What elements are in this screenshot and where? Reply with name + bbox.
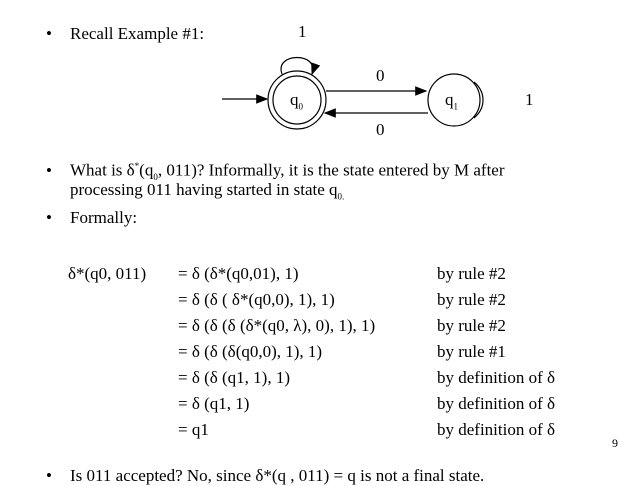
derivation-rule-7: by definition of δ (437, 420, 556, 439)
label-edge-q0-q1: 0 (376, 66, 385, 85)
bullet-accepted-partial: • Is 011 accepted? No, since δ*(q , 011) = q is not a final state. (46, 466, 485, 485)
derivation-rule-4: by rule #1 (437, 342, 506, 361)
label-loop-q1: 1 (525, 90, 534, 109)
bullet-marker: • (46, 24, 52, 43)
label-edge-q1-q0: 0 (376, 120, 385, 139)
bullet-formally: • Formally: (46, 208, 138, 227)
bullet-marker: • (46, 208, 52, 227)
bullet-marker: • (46, 160, 52, 180)
state-q0-label: $q_0$ (290, 90, 303, 112)
derivation-step-5: = δ (δ (q1, 1), 1) (178, 368, 291, 387)
derivation-step-4: = δ (δ (δ(q0,0), 1), 1) (178, 342, 323, 361)
label-loop-q0: 1 (298, 22, 307, 41)
derivation-rule-2: by rule #2 (437, 290, 506, 309)
page-number: 9 (612, 436, 618, 450)
derivation-step-1: = δ (δ*(q0,01), 1) (178, 264, 299, 283)
self-loop-q1 (474, 82, 483, 118)
derivation-rule-1: by rule #2 (437, 264, 506, 283)
derivation-step-7: = q1 (178, 420, 209, 439)
state-q1-label: $q_1$ (445, 90, 458, 112)
bullet-what-is-line2: processing 011 having started in state $q_{0.}$ (70, 180, 345, 202)
derivation-rule-3: by rule #2 (437, 316, 506, 335)
derivation-step-6: = δ (q1, 1) (178, 394, 250, 413)
derivation-rule-6: by definition of δ (437, 394, 556, 413)
bullet-marker: • (46, 466, 52, 485)
derivation-step-3: = δ (δ (δ (δ*(q0, λ), 0), 1), 1) (178, 316, 376, 335)
derivation-lhs: δ*(q0, 011) (68, 264, 147, 283)
derivation-step-2: = δ (δ ( δ*(q0,0), 1), 1) (178, 290, 335, 309)
derivation-rule-5: by definition of δ (437, 368, 556, 387)
bullet-recall-text: Recall Example #1: (70, 24, 205, 43)
bullet-what-is: • What is $\delta^*(q_0$, 011)? Informally, it is the state entered by M after (46, 160, 505, 183)
